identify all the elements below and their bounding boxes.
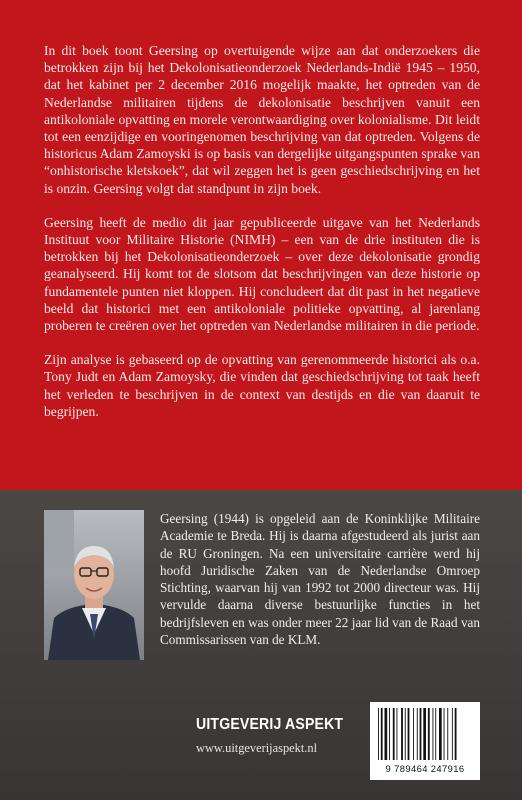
isbn-barcode xyxy=(370,702,480,780)
blurb-paragraph-3: Zijn analyse is gebaseerd op de opvatting van gerenommeerde historici als o.a. Tony Judt en Adam Zamoysky, die vinden dat geschiedschrijving tot taak heeft het verleden te beschrijven in de context van destijds en die van daaruit te begrijpen. xyxy=(44,352,480,419)
blurb-paragraph-1: In dit boek toont Geersing op overtuigende wijze aan dat onderzoekers die betrokken zijn bij het Dekolonisatieonderzoek Nederlands-Indië 1945 – 1950, dat het kabinet per 2 december 2016 mogelijk maakte, het optreden van de Nederlandse militairen tijdens de dekolonisatie beschrijven vanuit een antikoloniale opvatting en morele verontwaardiging over kolonialisme. Dit leidt tot een eenzijdige en vooringenomen beschrijving van dat optreden. Volgens de historicus Adam Zamoyski is op basis van dergelijke uitgangspunten sprake van “onhistorische kletskoek”, dat wil zeggen het is geen geschiedschrijving en het is onzin. Geersing volgt dat standpunt in zijn boek. xyxy=(44,43,480,196)
isbn-number: 9 789464 247916 xyxy=(385,763,465,774)
author-photo xyxy=(44,510,144,660)
blurb-text xyxy=(44,42,480,437)
publisher-website: www.uitgeverijaspekt.nl xyxy=(196,741,318,755)
publisher-logo: UITGEVERIJ ASPEKT xyxy=(196,716,344,733)
author-panel xyxy=(0,490,522,800)
blurb-paragraph-2: Geersing heeft de medio dit jaar gepubliceerde uitgave van het Nederlands Instituut voor Militaire Historie (NIMH) – een van de drie instituten die is betrokken bij het Dekolonisatieonderzoek – over deze dekolonisatie grondig geanalyseerd. Hij komt tot de slotsom dat beschrijvingen van deze historie op fundamentele punten niet kloppen. Hij concludeert dat dit past in het negatieve beeld dat historici met een antikoloniale politieke opvatting, al jarenlang proberen te creëren over het optreden van Nederlandse militairen in die periode. xyxy=(44,214,480,334)
author-bio: Geersing (1944) is opgeleid aan de Koninklijke Militaire Academie te Breda. Hij is daarna afgestudeerd als jurist aan de RU Groningen. Na een universitaire carrière werd hij hoofd Juridische Zaken van de Nederlandse Omroep Stichting, waarvan hij van 1992 tot 2000 directeur was. Hij vervulde daarna diverse bestuurlijke functies in het bedrijfsleven en was onder meer 22 jaar lid van de Raad van Commissarissen van de KLM. xyxy=(160,511,480,648)
